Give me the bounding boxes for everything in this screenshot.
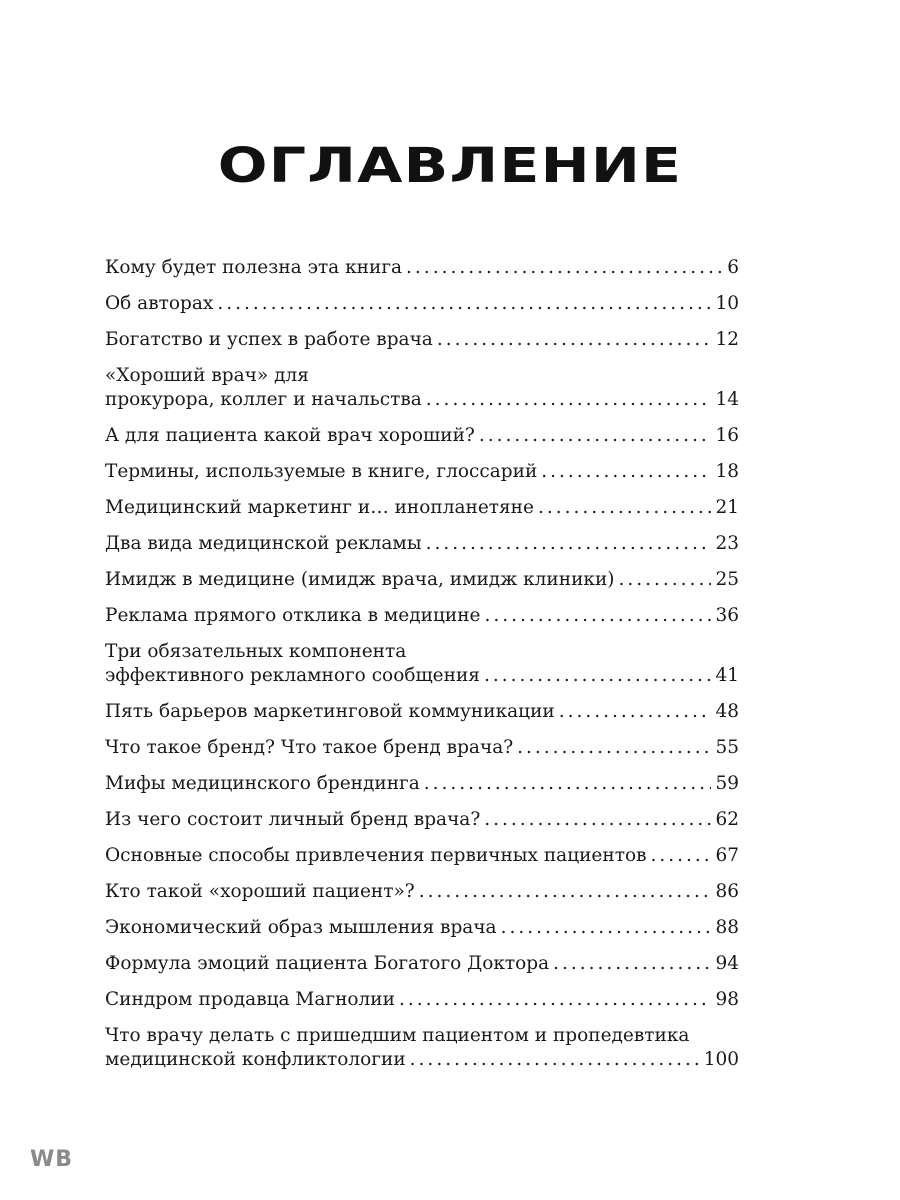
toc-entry[interactable]: [105, 256, 739, 280]
toc-entry-page-number: 14: [715, 389, 739, 410]
toc-entry-row: [105, 460, 739, 484]
toc-entry[interactable]: [105, 700, 739, 724]
toc-entry-title: Реклама прямого отклика в медицине: [105, 605, 481, 626]
toc-entry[interactable]: [105, 640, 739, 688]
toc-entry[interactable]: [105, 328, 739, 352]
toc-entry-row: [105, 772, 739, 796]
toc-entry[interactable]: [105, 988, 739, 1012]
toc-entry-title: Медицинский маркетинг и… инопланетяне: [105, 497, 534, 518]
toc-entry-page-number: 10: [715, 293, 739, 314]
dot-leader: [437, 328, 712, 352]
dot-leader: [538, 496, 711, 520]
toc-entry-title-line: Три обязательных компонента: [105, 641, 407, 662]
dot-leader: [419, 880, 712, 904]
toc-entry-row: [105, 988, 739, 1012]
toc-entry[interactable]: [105, 1024, 739, 1072]
toc-entry-title: Богатство и успех в работе врача: [105, 329, 433, 350]
dot-leader: [217, 292, 711, 316]
toc-entry-page-number: 100: [703, 1049, 739, 1070]
toc-entry-row: [105, 388, 739, 412]
toc-entry-title: Мифы медицинского брендинга: [105, 773, 420, 794]
toc-entry-row: [105, 952, 739, 976]
toc-entry[interactable]: [105, 292, 739, 316]
toc-entry-page-number: 23: [715, 533, 739, 554]
dot-leader: [410, 1048, 700, 1072]
toc-entry-row: [105, 1048, 739, 1072]
toc-entry[interactable]: [105, 916, 739, 940]
toc-entry-title: А для пациента какой врач хороший?: [105, 425, 475, 446]
toc-entry-title: Из чего состоит личный бренд врача?: [105, 809, 481, 830]
toc-entry-row: [105, 844, 739, 868]
toc-entry-title: Имидж в медицине (имидж врача, имидж клиники): [105, 569, 615, 590]
toc-entry-row: [105, 604, 739, 628]
dot-leader: [619, 568, 712, 592]
toc-entry[interactable]: [105, 808, 739, 832]
dot-leader: [484, 808, 711, 832]
toc-entry[interactable]: [105, 460, 739, 484]
toc-entry-page-number: 98: [715, 989, 739, 1010]
toc-entry-title: Кто такой «хороший пациент»?: [105, 881, 415, 902]
toc-entry-page-number: 55: [715, 737, 739, 758]
toc-entry[interactable]: [105, 568, 739, 592]
toc-entry-page-number: 59: [715, 773, 739, 794]
toc-entry-page-number: 12: [715, 329, 739, 350]
toc-entry-title: Синдром продавца Магнолии: [105, 989, 395, 1010]
dot-leader: [424, 772, 712, 796]
toc-entry-page-number: 36: [715, 605, 739, 626]
toc-entry-page-number: 6: [727, 257, 739, 278]
toc-entry[interactable]: [105, 772, 739, 796]
toc-entry-row: [105, 916, 739, 940]
toc-entry-row: [105, 880, 739, 904]
toc-entry-page-number: 21: [715, 497, 739, 518]
dot-leader: [501, 916, 712, 940]
toc-entry-title: Пять барьеров маркетинговой коммуникации: [105, 701, 555, 722]
toc-entry-row: [105, 808, 739, 832]
toc-entry-page-number: 86: [715, 881, 739, 902]
toc-entry-page-number: 48: [715, 701, 739, 722]
toc-entry-row: [105, 700, 739, 724]
dot-leader: [406, 256, 723, 280]
dot-leader: [426, 388, 712, 412]
dot-leader: [399, 988, 711, 1012]
dot-leader: [426, 532, 712, 556]
dot-leader: [541, 460, 711, 484]
toc-entry-row: [105, 328, 739, 352]
toc-entry-title: медицинской конфликтологии: [105, 1049, 406, 1070]
toc-entry-title: эффективного рекламного сообщения: [105, 665, 480, 686]
toc-entry-page-number: 62: [715, 809, 739, 830]
toc-entry-row: [105, 736, 739, 760]
toc-entry-title-line: «Хороший врач» для: [105, 365, 309, 386]
toc-entry-title: Кому будет полезна эта книга: [105, 257, 403, 278]
toc-entry-title: Об авторах: [105, 293, 214, 314]
toc-entry-page-number: 41: [715, 665, 739, 686]
toc-entry-row: [105, 292, 739, 316]
page-title: ОГЛАВЛЕНИЕ: [217, 138, 683, 194]
toc-entry-row: [105, 532, 739, 556]
toc-entry-title: Основные способы привлечения первичных пациентов: [105, 845, 647, 866]
toc-entry-title-line: Что врачу делать с пришедшим пациентом и пропедевтика: [105, 1025, 690, 1046]
toc-entry-page-number: 16: [715, 425, 739, 446]
toc-entry-title: Экономический образ мышления врача: [105, 917, 497, 938]
toc-entry-row: [105, 568, 739, 592]
toc-entry-page-number: 18: [715, 461, 739, 482]
toc-entry-page-number: 94: [715, 953, 739, 974]
toc-entry[interactable]: [105, 736, 739, 760]
toc-entry[interactable]: [105, 496, 739, 520]
toc-entry-title: Что такое бренд? Что такое бренд врача?: [105, 737, 514, 758]
toc-entry[interactable]: [105, 952, 739, 976]
toc-entry-row: [105, 496, 739, 520]
dot-leader: [479, 424, 712, 448]
toc-entry[interactable]: [105, 424, 739, 448]
dot-leader: [484, 604, 711, 628]
toc-entry-row: [105, 664, 739, 688]
toc-entry[interactable]: [105, 880, 739, 904]
toc-entry-page-number: 67: [715, 845, 739, 866]
toc-entry[interactable]: [105, 604, 739, 628]
dot-leader: [484, 664, 712, 688]
dot-leader: [651, 844, 712, 868]
dot-leader: [559, 700, 712, 724]
wb-watermark: WB: [30, 1147, 74, 1172]
toc-entry-row: [105, 256, 739, 280]
toc-entry-title: Два вида медицинской рекламы: [105, 533, 422, 554]
table-of-contents: [105, 256, 739, 1084]
dot-leader: [553, 952, 711, 976]
toc-entry[interactable]: [105, 532, 739, 556]
dot-leader: [517, 736, 711, 760]
toc-entry-row: [105, 424, 739, 448]
toc-entry-page-number: 25: [715, 569, 739, 590]
toc-entry[interactable]: [105, 844, 739, 868]
toc-entry[interactable]: [105, 364, 739, 412]
toc-entry-title: Термины, используемые в книге, глоссарий: [105, 461, 538, 482]
toc-entry-title: Формула эмоций пациента Богатого Доктора: [105, 953, 550, 974]
toc-entry-page-number: 88: [715, 917, 739, 938]
toc-entry-title: прокурора, коллег и начальства: [105, 389, 422, 410]
